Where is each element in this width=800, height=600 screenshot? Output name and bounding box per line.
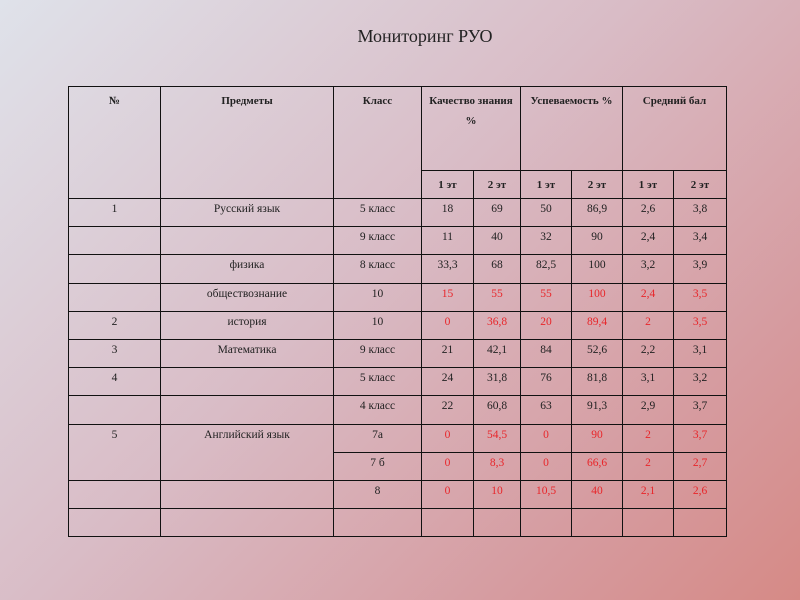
table-row: [69, 509, 727, 537]
row-subject: Математика: [161, 339, 334, 367]
row-value: 86,9: [572, 199, 623, 227]
row-value: 10,5: [521, 480, 572, 508]
row-class: 9 класс: [334, 227, 422, 255]
row-class: 10: [334, 311, 422, 339]
row-subject: Русский язык: [161, 199, 334, 227]
row-value: 24: [422, 368, 474, 396]
row-value: 0: [422, 480, 474, 508]
row-subject: обществознание: [161, 283, 334, 311]
header-stage: 2 эт: [572, 171, 623, 199]
row-value: 2,6: [674, 480, 727, 508]
row-number: [69, 509, 161, 537]
row-value: 2,4: [623, 227, 674, 255]
page-title: Мониторинг РУО: [357, 26, 493, 46]
row-value: 8,3: [474, 452, 521, 480]
header-progress: Успеваемость %: [521, 87, 623, 171]
row-subject: физика: [161, 255, 334, 283]
monitoring-table: [68, 86, 727, 537]
row-number: [69, 283, 161, 311]
row-value: 42,1: [474, 339, 521, 367]
row-value: [474, 509, 521, 537]
header-stage: 1 эт: [422, 171, 474, 199]
row-number: 2: [69, 311, 161, 339]
row-value: 0: [521, 452, 572, 480]
row-number: 3: [69, 339, 161, 367]
row-value: 3,4: [674, 227, 727, 255]
row-value: 76: [521, 368, 572, 396]
row-value: 63: [521, 396, 572, 424]
header-stage: 2 эт: [674, 171, 727, 199]
row-value: 54,5: [474, 424, 521, 452]
row-value: 3,1: [623, 368, 674, 396]
row-class: 7 б: [334, 452, 422, 480]
row-value: 2,9: [623, 396, 674, 424]
header-num: №: [69, 87, 161, 199]
row-number: 1: [69, 199, 161, 227]
table-row: [69, 311, 727, 339]
row-value: [623, 509, 674, 537]
row-value: 33,3: [422, 255, 474, 283]
row-value: 55: [474, 283, 521, 311]
row-value: [674, 509, 727, 537]
row-class: 4 класс: [334, 396, 422, 424]
row-value: 40: [474, 227, 521, 255]
table-row: [69, 255, 727, 283]
header-class: Класс: [334, 87, 422, 199]
row-number: 5: [69, 424, 161, 480]
row-class: 10: [334, 283, 422, 311]
row-value: 20: [521, 311, 572, 339]
row-value: 68: [474, 255, 521, 283]
row-value: 69: [474, 199, 521, 227]
row-class: 7а: [334, 424, 422, 452]
row-value: 10: [474, 480, 521, 508]
row-number: [69, 480, 161, 508]
row-value: 31,8: [474, 368, 521, 396]
table-row: [69, 199, 727, 227]
row-subject: [161, 509, 334, 537]
row-value: 66,6: [572, 452, 623, 480]
row-value: 100: [572, 283, 623, 311]
row-value: 2,1: [623, 480, 674, 508]
row-value: [521, 509, 572, 537]
row-class: 8 класс: [334, 255, 422, 283]
row-subject: [161, 480, 334, 508]
row-value: 100: [572, 255, 623, 283]
row-value: 0: [521, 424, 572, 452]
row-value: 2: [623, 424, 674, 452]
row-value: 3,8: [674, 199, 727, 227]
row-value: 90: [572, 227, 623, 255]
row-class: 9 класс: [334, 339, 422, 367]
row-value: 82,5: [521, 255, 572, 283]
row-number: [69, 227, 161, 255]
row-number: [69, 255, 161, 283]
header-stage: 2 эт: [474, 171, 521, 199]
row-value: 22: [422, 396, 474, 424]
row-value: 90: [572, 424, 623, 452]
row-value: 3,5: [674, 283, 727, 311]
row-subject: Английский язык: [161, 424, 334, 480]
table-row: [69, 424, 727, 452]
row-value: 3,5: [674, 311, 727, 339]
table-row: [69, 396, 727, 424]
row-class: 8: [334, 480, 422, 508]
row-value: 18: [422, 199, 474, 227]
row-class: 5 класс: [334, 368, 422, 396]
row-subject: [161, 227, 334, 255]
header-avg: Средний бал: [623, 87, 727, 171]
row-value: 3,7: [674, 396, 727, 424]
row-value: 32: [521, 227, 572, 255]
row-class: [334, 509, 422, 537]
header-quality: Качество знания %: [422, 87, 521, 171]
row-value: 84: [521, 339, 572, 367]
row-value: 2: [623, 311, 674, 339]
row-subject: [161, 368, 334, 396]
row-value: 40: [572, 480, 623, 508]
row-value: 0: [422, 311, 474, 339]
row-value: 2,4: [623, 283, 674, 311]
row-value: 3,2: [674, 368, 727, 396]
row-value: 3,9: [674, 255, 727, 283]
row-value: 60,8: [474, 396, 521, 424]
row-number: 4: [69, 368, 161, 396]
row-value: [572, 509, 623, 537]
row-number: [69, 396, 161, 424]
row-value: 3,7: [674, 424, 727, 452]
table-row: [69, 227, 727, 255]
row-value: 3,2: [623, 255, 674, 283]
row-value: 81,8: [572, 368, 623, 396]
table-row: [69, 480, 727, 508]
row-class: 5 класс: [334, 199, 422, 227]
table-row: [69, 283, 727, 311]
table-row: [69, 368, 727, 396]
row-value: 91,3: [572, 396, 623, 424]
header-subject: Предметы: [161, 87, 334, 199]
row-subject: [161, 396, 334, 424]
row-value: 0: [422, 424, 474, 452]
row-value: 55: [521, 283, 572, 311]
row-value: 89,4: [572, 311, 623, 339]
row-value: 21: [422, 339, 474, 367]
header-stage: 1 эт: [521, 171, 572, 199]
row-value: 2: [623, 452, 674, 480]
row-value: 52,6: [572, 339, 623, 367]
row-value: 0: [422, 452, 474, 480]
table-row: [69, 339, 727, 367]
row-value: 36,8: [474, 311, 521, 339]
row-value: 11: [422, 227, 474, 255]
header-stage: 1 эт: [623, 171, 674, 199]
row-subject: история: [161, 311, 334, 339]
row-value: 2,6: [623, 199, 674, 227]
row-value: 15: [422, 283, 474, 311]
row-value: 50: [521, 199, 572, 227]
row-value: [422, 509, 474, 537]
row-value: 2,7: [674, 452, 727, 480]
row-value: 2,2: [623, 339, 674, 367]
row-value: 3,1: [674, 339, 727, 367]
